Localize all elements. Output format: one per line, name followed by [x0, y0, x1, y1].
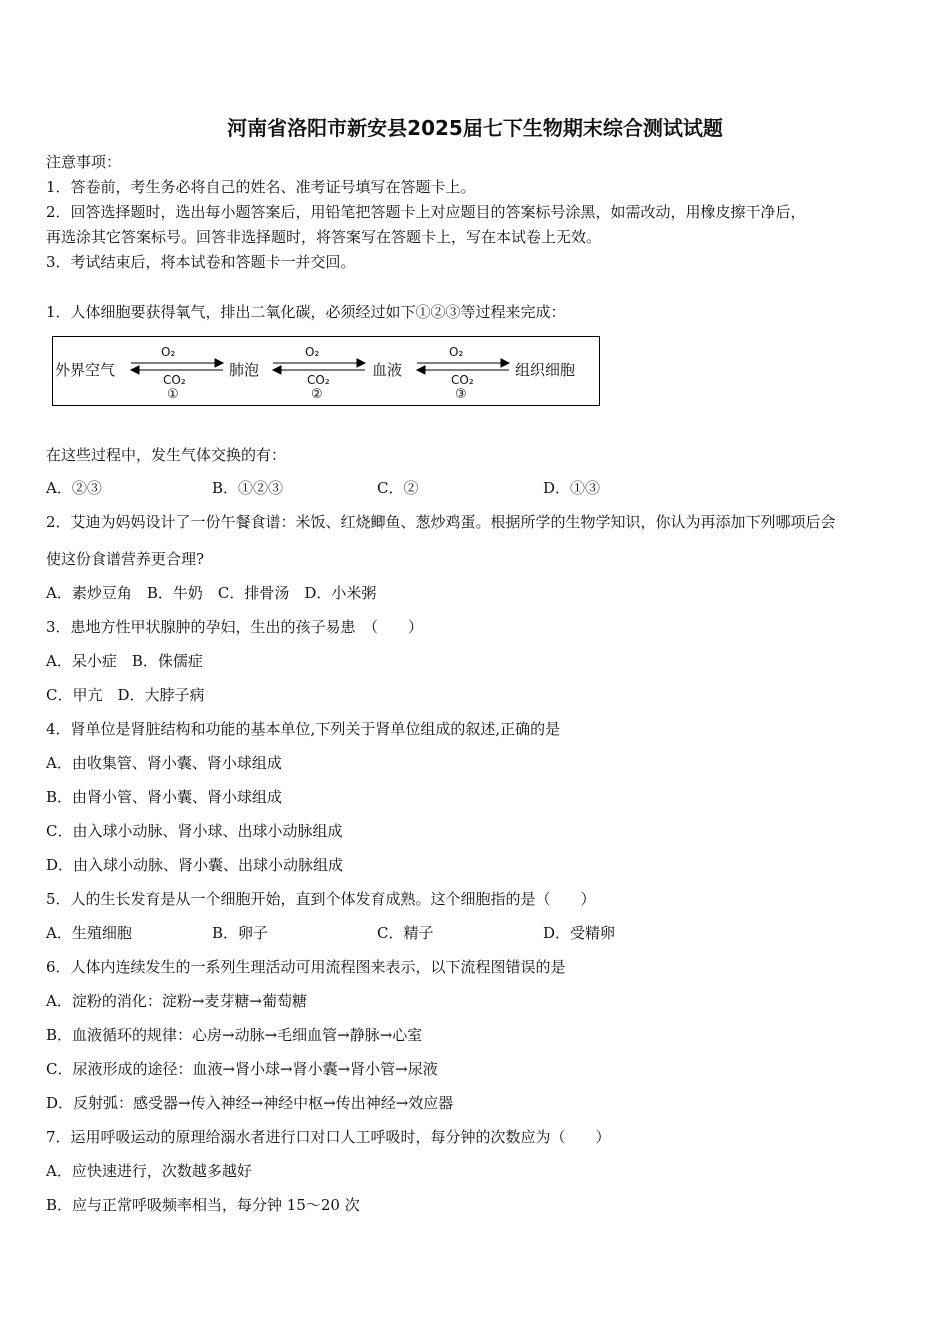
- q3-stem: 3．患地方性甲状腺肿的孕妇，生出的孩子易患 （ ）: [46, 618, 424, 636]
- notice-item-2-cont: 再选涂其它答案标号。回答非选择题时，将答案写在答题卡上，写在本试卷上无效。: [46, 228, 602, 246]
- page-title: 河南省洛阳市新安县2025届七下生物期末综合测试试题: [227, 116, 723, 140]
- node-outside-air: 外界空气: [55, 361, 116, 379]
- q5-option-a: A．生殖细胞: [46, 924, 132, 942]
- q4-option-b: B．由肾小管、肾小囊、肾小球组成: [46, 788, 283, 806]
- node-blood: 血液: [372, 361, 403, 379]
- q1-option-c: C．②: [377, 479, 419, 497]
- q6-option-c: C．尿液形成的途径：血液→肾小球→肾小囊→肾小管→尿液: [46, 1060, 438, 1078]
- q2-stem-cont: 使这份食谱营养更合理?: [46, 550, 205, 568]
- node-tissue-cells: 组织细胞: [515, 361, 576, 379]
- q4-option-a: A．由收集管、肾小囊、肾小球组成: [46, 754, 282, 772]
- q4-option-d: D．由入球小动脉、肾小囊、出球小动脉组成: [46, 856, 344, 874]
- q1-option-a: A．②③: [46, 479, 102, 497]
- q7-option-b: B．应与正常呼吸频率相当，每分钟 15～20 次: [46, 1196, 360, 1214]
- node-alveoli: 肺泡: [229, 361, 260, 379]
- q1-stem: 1．人体细胞要获得氧气，排出二氧化碳，必须经过如下①②③等过程来完成：: [46, 303, 566, 321]
- q7-option-a: A．应快速进行，次数越多越好: [46, 1162, 252, 1180]
- q5-option-b: B．卵子: [212, 924, 269, 942]
- q1-question: 在这些过程中，发生气体交换的有：: [46, 446, 287, 464]
- q5-option-d: D．受精卵: [543, 924, 616, 942]
- q4-stem: 4．肾单位是肾脏结构和功能的基本单位,下列关于肾单位组成的叙述,正确的是: [46, 720, 561, 738]
- co2-label-3: CO₂: [451, 373, 474, 387]
- notice-item-2: 2．回答选择题时，选出每小题答案后，用铅笔把答题卡上对应题目的答案标号涂黑，如需改动，用橡皮擦干净后，: [46, 203, 806, 221]
- o2-label-2: O₂: [305, 345, 320, 359]
- step-2: ②: [311, 387, 323, 402]
- step-3: ③: [455, 387, 467, 402]
- q6-option-d: D．反射弧：感受器→传入神经→神经中枢→传出神经→效应器: [46, 1094, 454, 1112]
- co2-label-2: CO₂: [307, 373, 330, 387]
- q6-option-b: B．血液循环的规律：心房→动脉→毛细血管→静脉→心室: [46, 1026, 423, 1044]
- q6-stem: 6．人体内连续发生的一系列生理活动可用流程图来表示，以下流程图错误的是: [46, 958, 566, 976]
- q2-stem: 2．艾迪为妈妈设计了一份午餐食谱：米饭、红烧鲫鱼、葱炒鸡蛋。根据所学的生物学知识，你认为再添加下列哪项后会: [46, 513, 836, 531]
- notice-item-1: 1．答卷前，考生务必将自己的姓名、准考证号填写在答题卡上。: [46, 178, 476, 196]
- q6-option-a: A．淀粉的消化：淀粉→麦芽糖→葡萄糖: [46, 992, 307, 1010]
- q1-option-d: D．①③: [543, 479, 601, 497]
- q3-options-row1: A．呆小症 B．侏儒症: [46, 652, 203, 670]
- notice-item-3: 3．考试结束后，将本试卷和答题卡一并交回。: [46, 253, 356, 271]
- q7-stem: 7．运用呼吸运动的原理给溺水者进行口对口人工呼吸时，每分钟的次数应为（ ）: [46, 1128, 611, 1146]
- q5-stem: 5．人的生长发育是从一个细胞开始，直到个体发育成熟。这个细胞指的是（ ）: [46, 890, 596, 908]
- co2-label-1: CO₂: [163, 373, 186, 387]
- q5-option-c: C．精子: [377, 924, 434, 942]
- q4-option-c: C．由入球小动脉、肾小球、出球小动脉组成: [46, 822, 343, 840]
- step-1: ①: [167, 387, 179, 402]
- notice-heading: 注意事项：: [46, 153, 122, 171]
- q3-options-row2: C．甲亢 D．大脖子病: [46, 686, 205, 704]
- q1-option-b: B．①②③: [212, 479, 284, 497]
- gas-exchange-diagram: [52, 336, 600, 406]
- o2-label-3: O₂: [449, 345, 464, 359]
- q2-options: A．素炒豆角 B．牛奶 C．排骨汤 D．小米粥: [46, 584, 377, 602]
- o2-label-1: O₂: [161, 345, 176, 359]
